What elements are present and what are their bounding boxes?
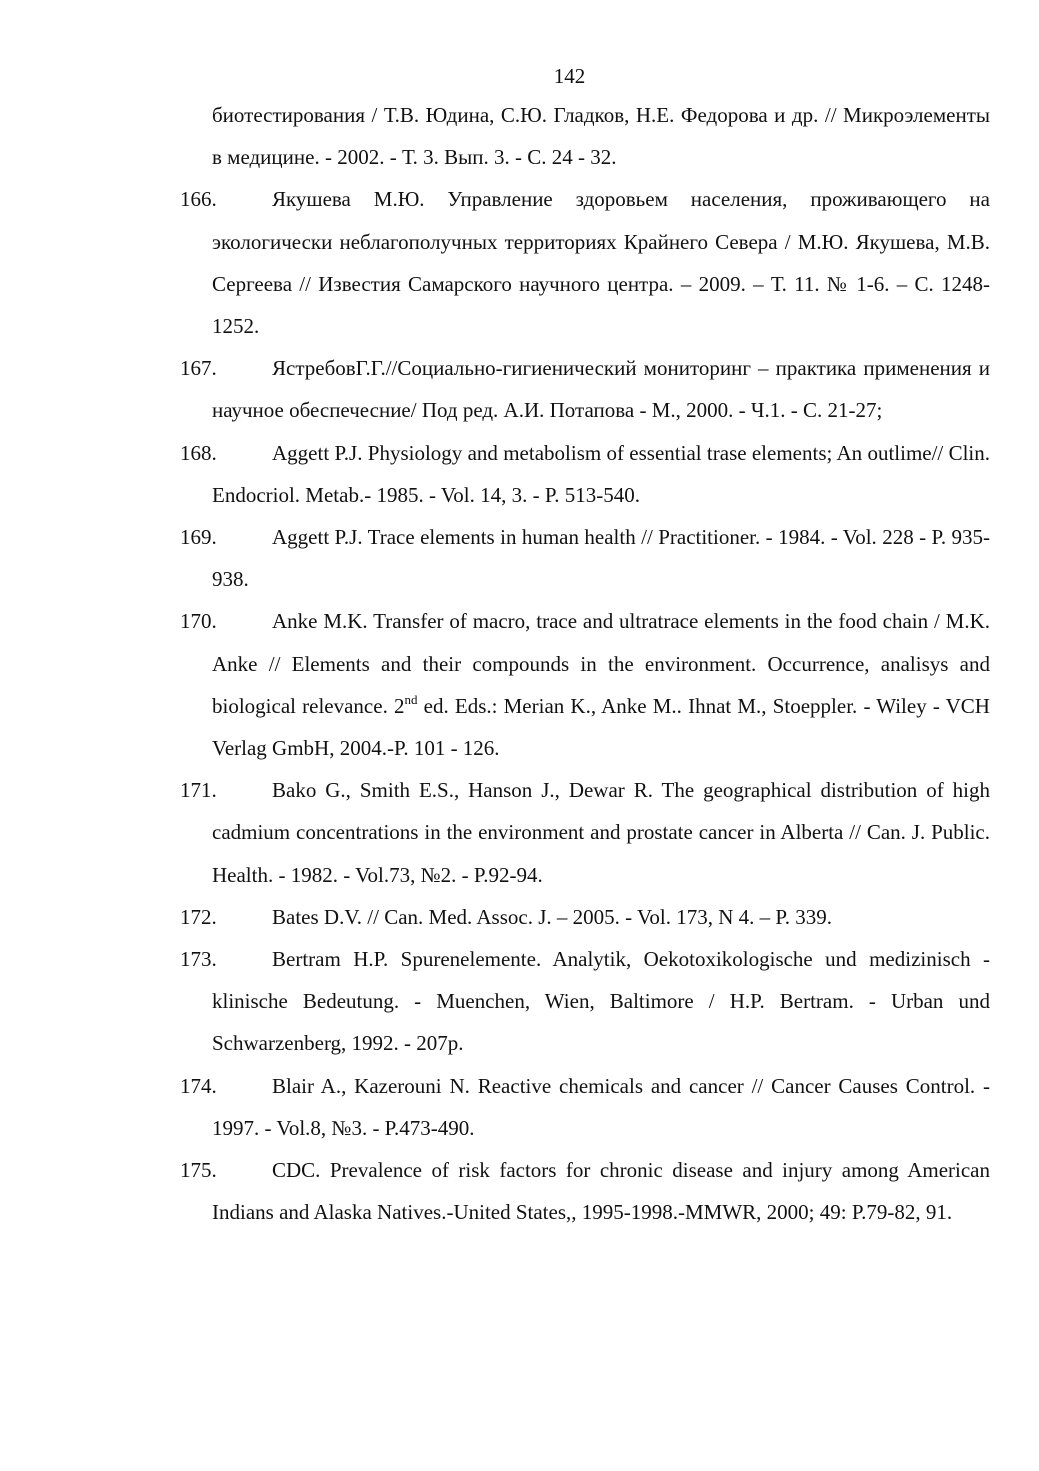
reference-number: 169.	[180, 525, 217, 550]
reference-text: CDC. Prevalence of risk factors for chronic disease and injury among American Indians and Alaska Natives.-United States,, 1995-1998.-MMWR, 2000; 49: P.79-82, 91.	[212, 1158, 990, 1225]
reference-item-172	[180, 896, 990, 938]
reference-number: 174.	[180, 1073, 217, 1098]
reference-item-171	[180, 769, 990, 896]
reference-item-170	[180, 600, 990, 769]
reference-item-166	[180, 178, 990, 347]
reference-item-169	[180, 516, 990, 600]
edition-superscript: nd	[404, 691, 418, 707]
reference-text: Bertram H.P. Spurenelemente. Analytik, Oekotoxikologische und medizinisch - klinische Bedeutung. - Muenchen, Wien, Baltimore / H.P. Bertram. - Urban und Schwarzenberg, 1992. - 207p.	[212, 947, 990, 1056]
reference-item-175	[180, 1149, 990, 1233]
reference-item-continuation	[212, 94, 990, 178]
reference-item-174	[180, 1065, 990, 1149]
reference-text: Bates D.V. // Can. Med. Assoc. J. – 2005. - Vol. 173, N 4. – P. 339.	[272, 904, 833, 929]
reference-item-168	[180, 432, 990, 516]
reference-text: Bako G., Smith E.S., Hanson J., Dewar R. The geographical distribution of high cadmium concentrations in the environment and prostate cancer in Alberta // Can. J. Public. Health. - 1982. - Vol.73, №2. - P.92-94.	[212, 778, 990, 887]
reference-number: 167.	[180, 356, 217, 381]
reference-number: 168.	[180, 440, 217, 465]
reference-text: ЯстребовГ.Г.//Социально-гигиенический мониторинг – практика применения и научное обеспечесние/ Под ред. А.И. Потапова - М., 2000. - Ч.1. - С. 21-27;	[212, 356, 990, 423]
reference-number: 171.	[180, 778, 217, 803]
reference-text-after-superscript: ed. Eds.: Merian K., Anke M.. Ihnat M., Stoeppler. - Wiley - VCH Verlag GmbH, 2004.-P. 101 - 126.	[212, 693, 990, 761]
reference-text	[212, 600, 990, 769]
reference-list	[180, 94, 990, 1233]
reference-number: 166.	[180, 187, 217, 212]
reference-number: 173.	[180, 947, 217, 972]
reference-text: Blair A., Kazerouni N. Reactive chemicals and cancer // Cancer Causes Control. - 1997. - Vol.8, №3. - P.473-490.	[212, 1073, 990, 1140]
reference-item-167	[180, 347, 990, 431]
reference-number: 172.	[180, 904, 217, 929]
reference-text-before-superscript: Anke M.K. Transfer of macro, trace and ultratrace elements in the food chain / M.K. Anke // Elements and their compounds in the environment. Occurrence, analisys and biological relevance. 2	[212, 609, 990, 718]
reference-text: Aggett P.J. Trace elements in human health // Practitioner. - 1984. - Vol. 228 - P. 935-938.	[212, 525, 990, 592]
reference-text: биотестирования / Т.В. Юдина, С.Ю. Гладков, Н.Е. Федорова и др. // Микроэлементы в медицине. - 2002. - Т. 3. Вып. 3. - С. 24 - 32.	[212, 103, 990, 170]
reference-number: 170.	[180, 609, 217, 634]
reference-text: Aggett P.J. Physiology and metabolism of essential trase elements; An outlime// Clin. Endocriol. Metab.- 1985. - Vol. 14, 3. - P. 513-540.	[212, 440, 990, 507]
reference-item-173	[180, 938, 990, 1065]
reference-number: 175.	[180, 1158, 217, 1183]
page-number: 142	[553, 64, 586, 88]
reference-text: Якушева М.Ю. Управление здоровьем населения, проживающего на экологически неблагополучных территориях Крайнего Севера / М.Ю. Якушева, М.В. Сергеева // Известия Самарского научного центра. – 2009. – Т. 11. № 1-6. – С. 1248-1252.	[212, 187, 990, 339]
